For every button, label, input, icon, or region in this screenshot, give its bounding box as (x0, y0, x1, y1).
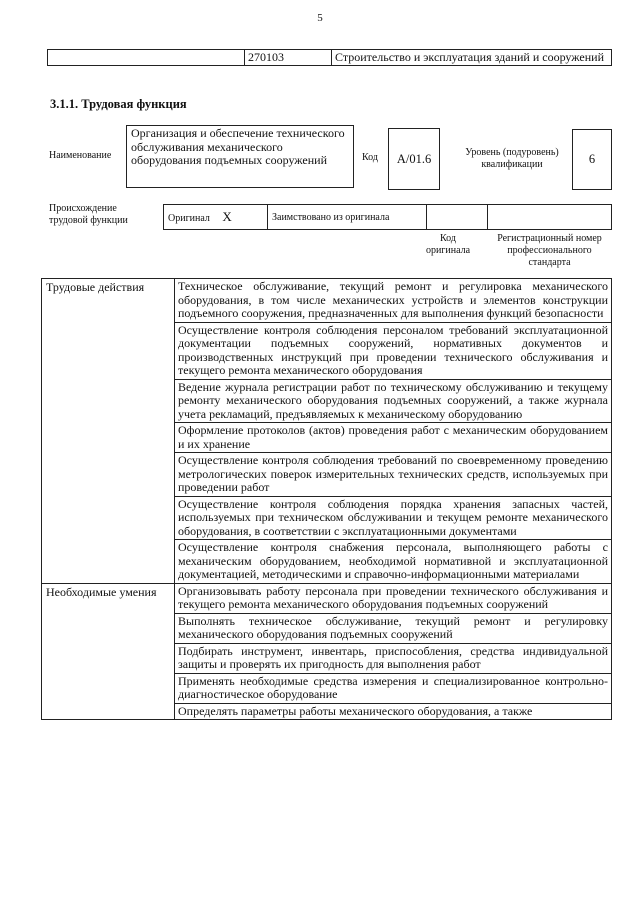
function-name-box: Организация и обеспечение технического обслуживания механического оборудования подъемных сооружений (126, 125, 354, 188)
labor-action-item: Осуществление контроля соблюдения требований по своевременному проведению метрологических поверок измерительных технических средств, используемых при проведении работ (175, 453, 612, 497)
section-title: 3.1.1. Трудовая функция (50, 97, 187, 111)
skill-item: Организовывать работу персонала при проведении технического обслуживания и текущего ремонта механического оборудования подъемных сооружений (175, 583, 612, 613)
original-cell (164, 205, 268, 230)
borrowed-cell: Заимствовано из оригинала (268, 205, 427, 230)
empty-cell (48, 50, 245, 66)
origin-table (163, 204, 612, 230)
labor-action-item: Оформление протоколов (актов) проведения работ с механическим оборудованием и их хранение (175, 423, 612, 453)
level-value-box: 6 (572, 129, 612, 190)
page-number: 5 (317, 12, 323, 24)
function-details-table (41, 278, 612, 720)
origin-label: Происхождение трудовой функции (49, 203, 128, 226)
labor-action-item: Ведение журнала регистрации работ по техническому обслуживанию и текущему ремонту механического оборудования подъемных сооружений, а также журнала учета рекламаций, предъявляемых к механическому оборудованию (175, 379, 612, 423)
labor-action-item: Техническое обслуживание, текущий ремонт и регулировка механического оборудования, в том числе механических устройств и элементов конструкции подъемного сооружения, предназначенных для выполнения функций безопасности (175, 279, 612, 323)
table-row (48, 50, 612, 66)
original-code-caption: Код оригинала (425, 233, 471, 256)
skill-item: Определять параметры работы механического оборудования, а также (175, 703, 612, 720)
table-row (164, 205, 612, 230)
labor-action-item: Осуществление контроля соблюдения персоналом требований эксплуатационной документации подъемных сооружений, нормативных документов и производственных инструкций при проведении технического обслуживания и текущего ремонта механического оборудования (175, 322, 612, 379)
labor-actions-header: Трудовые действия (42, 279, 175, 584)
original-label: Оригинал (168, 213, 210, 224)
level-label: Уровень (подуровень) квалификации (465, 147, 559, 170)
code-label: Код (362, 152, 378, 163)
occupation-row-table (47, 49, 612, 66)
name-label: Наименование (49, 150, 112, 161)
registration-number-cell (488, 205, 612, 230)
table-row (42, 583, 612, 613)
labor-action-item: Осуществление контроля соблюдения порядка хранения запасных частей, используемых при техническом обслуживании и текущем ремонте механического оборудования, в соответствии с эксплуатационными документами (175, 496, 612, 540)
registration-number-caption: Регистрационный номер профессионального стандарта (497, 233, 602, 268)
skill-item: Применять необходимые средства измерения и специализированное контрольно-диагностическое оборудование (175, 673, 612, 703)
original-mark: X (222, 209, 232, 224)
labor-action-item: Осуществление контроля снабжения персонала, выполняющего работы с механическим оборудованием, необходимой нормативной и эксплуатационной документацией, методическими и справочно-информационными материалами (175, 540, 612, 584)
skill-item: Выполнять техническое обслуживание, текущий ремонт и регулировку механического оборудования подъемных сооружений (175, 613, 612, 643)
function-code-box: А/01.6 (388, 128, 440, 190)
skills-header: Необходимые умения (42, 583, 175, 720)
occupation-name: Строительство и эксплуатация зданий и сооружений (332, 50, 612, 66)
occupation-code: 270103 (245, 50, 332, 66)
table-row (42, 279, 612, 323)
original-code-cell (427, 205, 488, 230)
skill-item: Подбирать инструмент, инвентарь, приспособления, средства индивидуальной защиты и проверять их пригодность для выполнения работ (175, 643, 612, 673)
